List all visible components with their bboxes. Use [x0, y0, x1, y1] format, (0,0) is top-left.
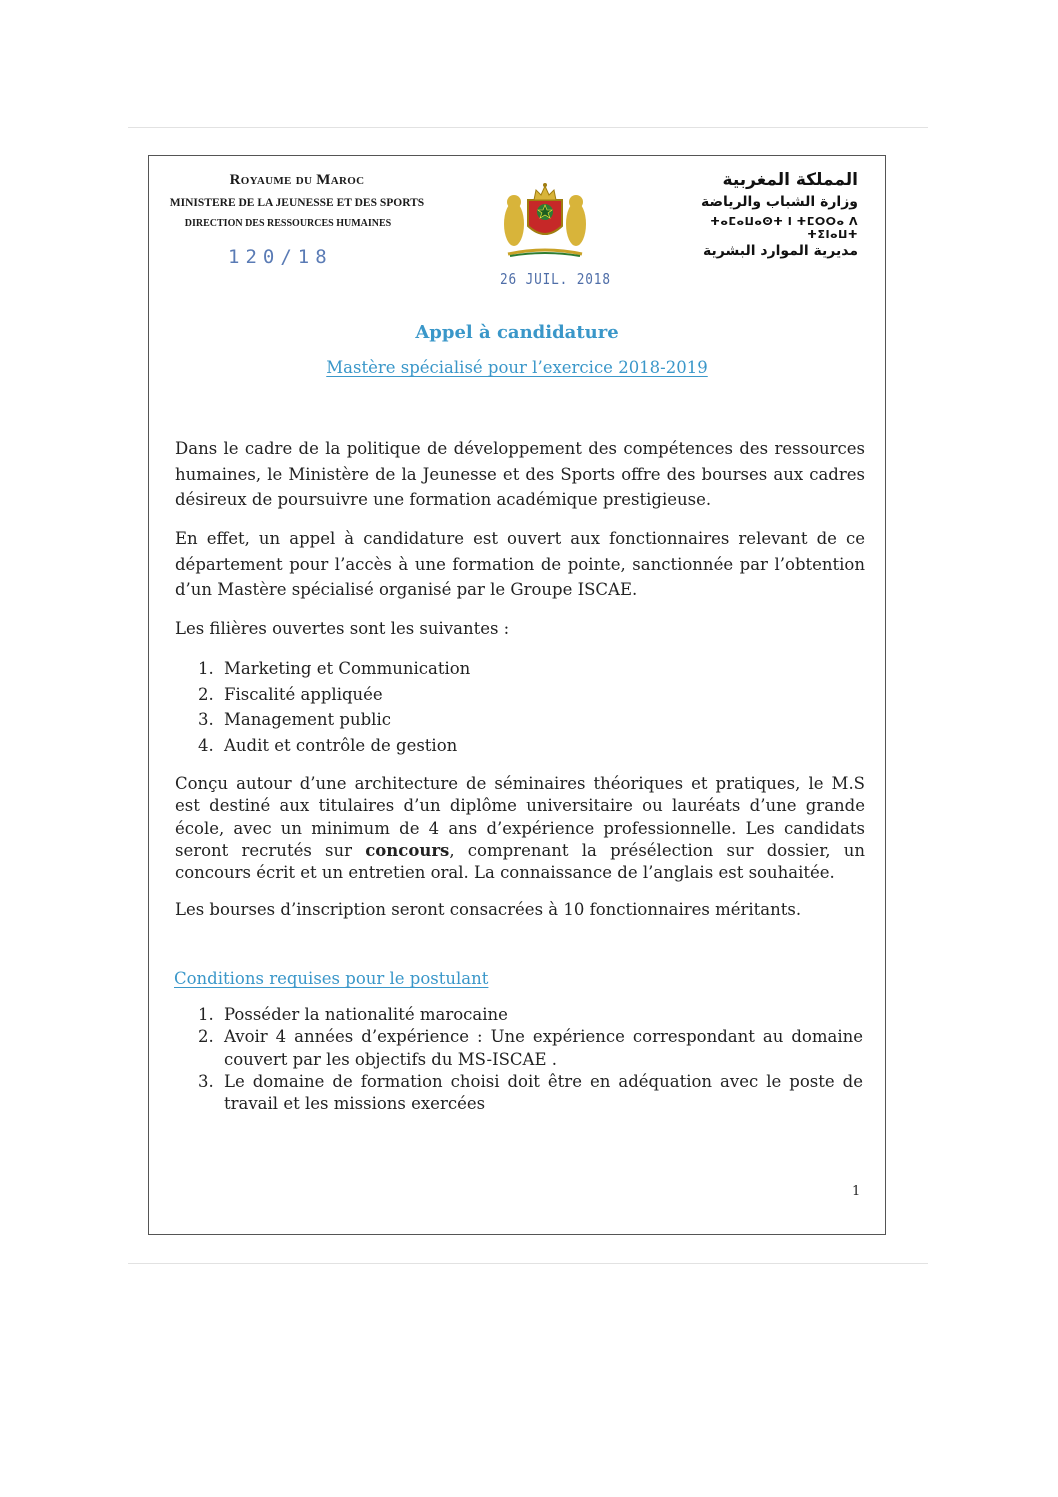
document-subtitle: Mastère spécialisé pour l’exercice 2018-2019 [326, 358, 708, 377]
list-label: Audit et contrôle de gestion [224, 735, 458, 755]
header-right [690, 170, 858, 259]
list-number: 3. [198, 710, 214, 729]
list-item [198, 1071, 863, 1116]
conditions-heading: Conditions requises pour le postulant [174, 969, 489, 988]
paragraph-description [175, 773, 865, 884]
direction-name-arabic: مديرية الموارد البشرية [703, 243, 858, 259]
conditions-list [198, 1004, 863, 1115]
list-number: 3. [198, 1071, 214, 1091]
list-item [198, 656, 863, 682]
list-item [198, 1004, 863, 1026]
list-number: 2. [198, 684, 214, 704]
ministry-name-arabic: وزارة الشباب والرياضة [701, 194, 858, 210]
coat-of-arms-icon [500, 176, 590, 260]
paragraph-appel: En effet, un appel à candidature est ouvert aux fonctionnaires relevant de ce département pour l’accès à une formation de pointe, sanctionnée par l’obtention d’un Mastère spécialisé organisé par le Groupe ISCAE. [175, 529, 865, 599]
ministry-name: MINISTERE DE LA JEUNESSE ET DES SPORTS [169, 197, 425, 209]
list-item [198, 682, 863, 708]
scan-edge-top [128, 127, 928, 128]
list-number: 1. [198, 659, 214, 678]
list-item [198, 733, 863, 759]
list-number: 4. [198, 735, 214, 755]
filieres-list [198, 656, 863, 758]
paragraph-intro: Dans le cadre de la politique de développement des compétences des ressources humaines, le Ministère de la Jeunesse et des Sports offre des bourses aux cadres désireux de poursuivre une formation académique prestigieuse. [175, 439, 865, 509]
description-emphasis: concours [365, 840, 450, 860]
list-label: Le domaine de formation choisi doit être en adéquation avec le poste de travail et les missions exercées [224, 1071, 863, 1114]
kingdom-name-arabic: المملكة المغربية [722, 170, 858, 190]
list-number: 2. [198, 1027, 214, 1047]
page-number: 1 [852, 1184, 861, 1199]
reference-stamp: 120/18 [228, 246, 333, 268]
header-left [152, 168, 442, 229]
list-label: Avoir 4 années d’expérience : Une expérience correspondant au domaine couvert par les objectifs du MS-ISCAE . [224, 1027, 863, 1069]
date-stamp: 26 JUIL. 2018 [500, 270, 611, 288]
description-text: Conçu autour d’une architecture de séminaires théoriques et pratiques, le M.S est destiné aux titulaires d’un diplôme universitaire ou lauréats d’une grande école, avec un minimum de 4 ans d’expérience professionnelle. Les candidats seront recrutés sur [175, 774, 865, 860]
direction-name: DIRECTION DES RESSOURCES HUMAINES [184, 218, 392, 229]
ministry-name-tifinagh: ⵜⴰⵎⴰⵡⴰⵙⵜ ⵏ ⵜⵎⵔⵔⴰ ⴷ ⵜⵉⵏⴰⵡⵜ [710, 215, 858, 241]
list-number: 1. [198, 1005, 214, 1024]
list-label: Fiscalité appliquée [224, 684, 383, 704]
list-item [198, 1026, 863, 1071]
kingdom-name: Royaume du Maroc [229, 172, 365, 188]
description-text-end: , comprenant la présélection sur dossier, un concours écrit et un entretien oral. La connaissance de l’anglais est souhaitée. [175, 840, 865, 883]
paragraph-bourses: Les bourses d’inscription seront consacrées à 10 fonctionnaires méritants. [175, 900, 802, 919]
list-item [198, 707, 863, 733]
list-label: Posséder la nationalité marocaine [224, 1005, 508, 1024]
document-title: Appel à candidature [415, 322, 619, 343]
scan-edge-bottom [128, 1263, 928, 1264]
list-label: Marketing et Communication [224, 659, 471, 678]
paragraph-filieres-intro: Les filières ouvertes sont les suivantes : [175, 619, 510, 638]
list-label: Management public [224, 710, 391, 729]
